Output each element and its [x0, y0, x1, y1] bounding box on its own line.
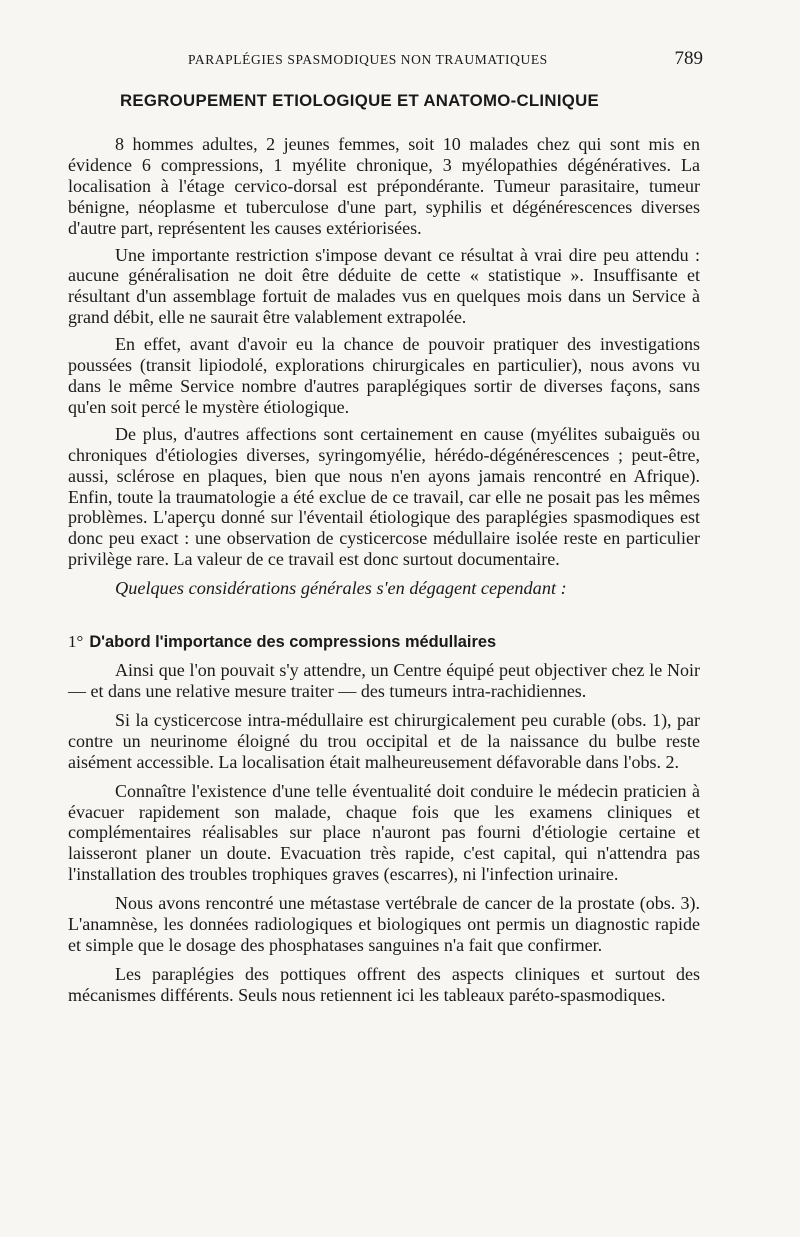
paragraph: 8 hommes adultes, 2 jeunes femmes, soit 10 malades chez qui sont mis en évidence 6 compressions, 1 myélite chronique, 3 myélopathies dégénératives. La localisation à l'étage cervico-dorsal est prépondérante. Tumeur parasitaire, tumeur bénigne, néoplasme et tuberculose d'une part, syphilis et dégénérescences diverses d'autre part, représentent les causes extériorisées.	[68, 134, 700, 238]
page-number: 789	[674, 48, 703, 69]
paragraph: Ainsi que l'on pouvait s'y attendre, un Centre équipé peut objectiver chez le Noir — et dans une relative mesure traiter — des tumeurs intra-rachidiennes.	[68, 660, 700, 702]
paragraph: Si la cysticercose intra-médullaire est chirurgicalement peu curable (obs. 1), par contre un neurinome éloigné du trou occipital et de la naissance du bulbe reste aisément accessible. La localisation était malheureusement défavorable dans l'obs. 2.	[68, 709, 700, 772]
italic-lead-in: Quelques considérations générales s'en dégagent cependant :	[115, 578, 567, 599]
section-title: REGROUPEMENT ETIOLOGIQUE ET ANATOMO-CLINIQUE	[120, 91, 600, 110]
subsection-title: D'abord l'importance des compressions médullaires	[89, 633, 497, 652]
subsection-number: 1°	[68, 632, 84, 652]
running-title: PARAPLÉGIES SPASMODIQUES NON TRAUMATIQUES	[188, 52, 548, 67]
paragraph: Connaître l'existence d'une telle éventualité doit conduire le médecin praticien à évacuer rapidement son malade, chaque fois que les examens cliniques et complémentaires réalisables sur place n'auront pas fourni d'étiologie certaine et laisseront planer un doute. Evacuation très rapide, c'est capital, qui n'attendra pas l'installation des troubles trophiques graves (escarres), ni l'infection urinaire.	[68, 780, 700, 885]
subsection-heading	[68, 632, 700, 652]
running-header	[68, 48, 703, 74]
paragraph: Les paraplégies des pottiques offrent des aspects cliniques et surtout des mécanismes différents. Seuls nous retiennent ici les tableaux paréto-spasmodiques.	[68, 963, 700, 1005]
paragraph: De plus, d'autres affections sont certainement en cause (myélites subaiguës ou chroniques d'étiologies diverses, syringomyélie, hérédo-dégénérescences ; peut-être, aussi, sclérose en plaques, bien que nous n'en ayons jamais rencontré en Afrique). Enfin, toute la traumatologie a été exclue de ce travail, car elle ne posait pas les mêmes problèmes. L'aperçu donné sur l'éventail étiologique des paraplégies spasmodiques est donc peu exact : une observation de cysticercose médullaire isolée reste en particulier privilège rare. La valeur de ce travail est donc surtout documentaire.	[68, 423, 700, 570]
book-page	[68, 48, 703, 1006]
paragraph: En effet, avant d'avoir eu la chance de pouvoir pratiquer des investigations poussées (transit lipiodolé, explorations chirurgicales en particulier), nous avons vu dans le même Service nombre d'autres paraplégiques sortir de diverses façons, sans qu'en soit percé le mystère étiologique.	[68, 334, 700, 417]
paragraph: Une importante restriction s'impose devant ce résultat à vrai dire peu attendu : aucune généralisation ne doit être déduite de cette « statistique ». Insuffisante et résultant d'un assemblage fortuit de malades vus en quelques mois dans un Service à grand débit, elle ne saurait être valablement extrapolée.	[68, 244, 700, 328]
paragraph: Nous avons rencontré une métastase vertébrale de cancer de la prostate (obs. 3). L'anamnèse, les données radiologiques et biologiques ont permis un diagnostic rapide et simple que le dosage des phosphatases sanguines n'a fait que confirmer.	[68, 893, 700, 955]
